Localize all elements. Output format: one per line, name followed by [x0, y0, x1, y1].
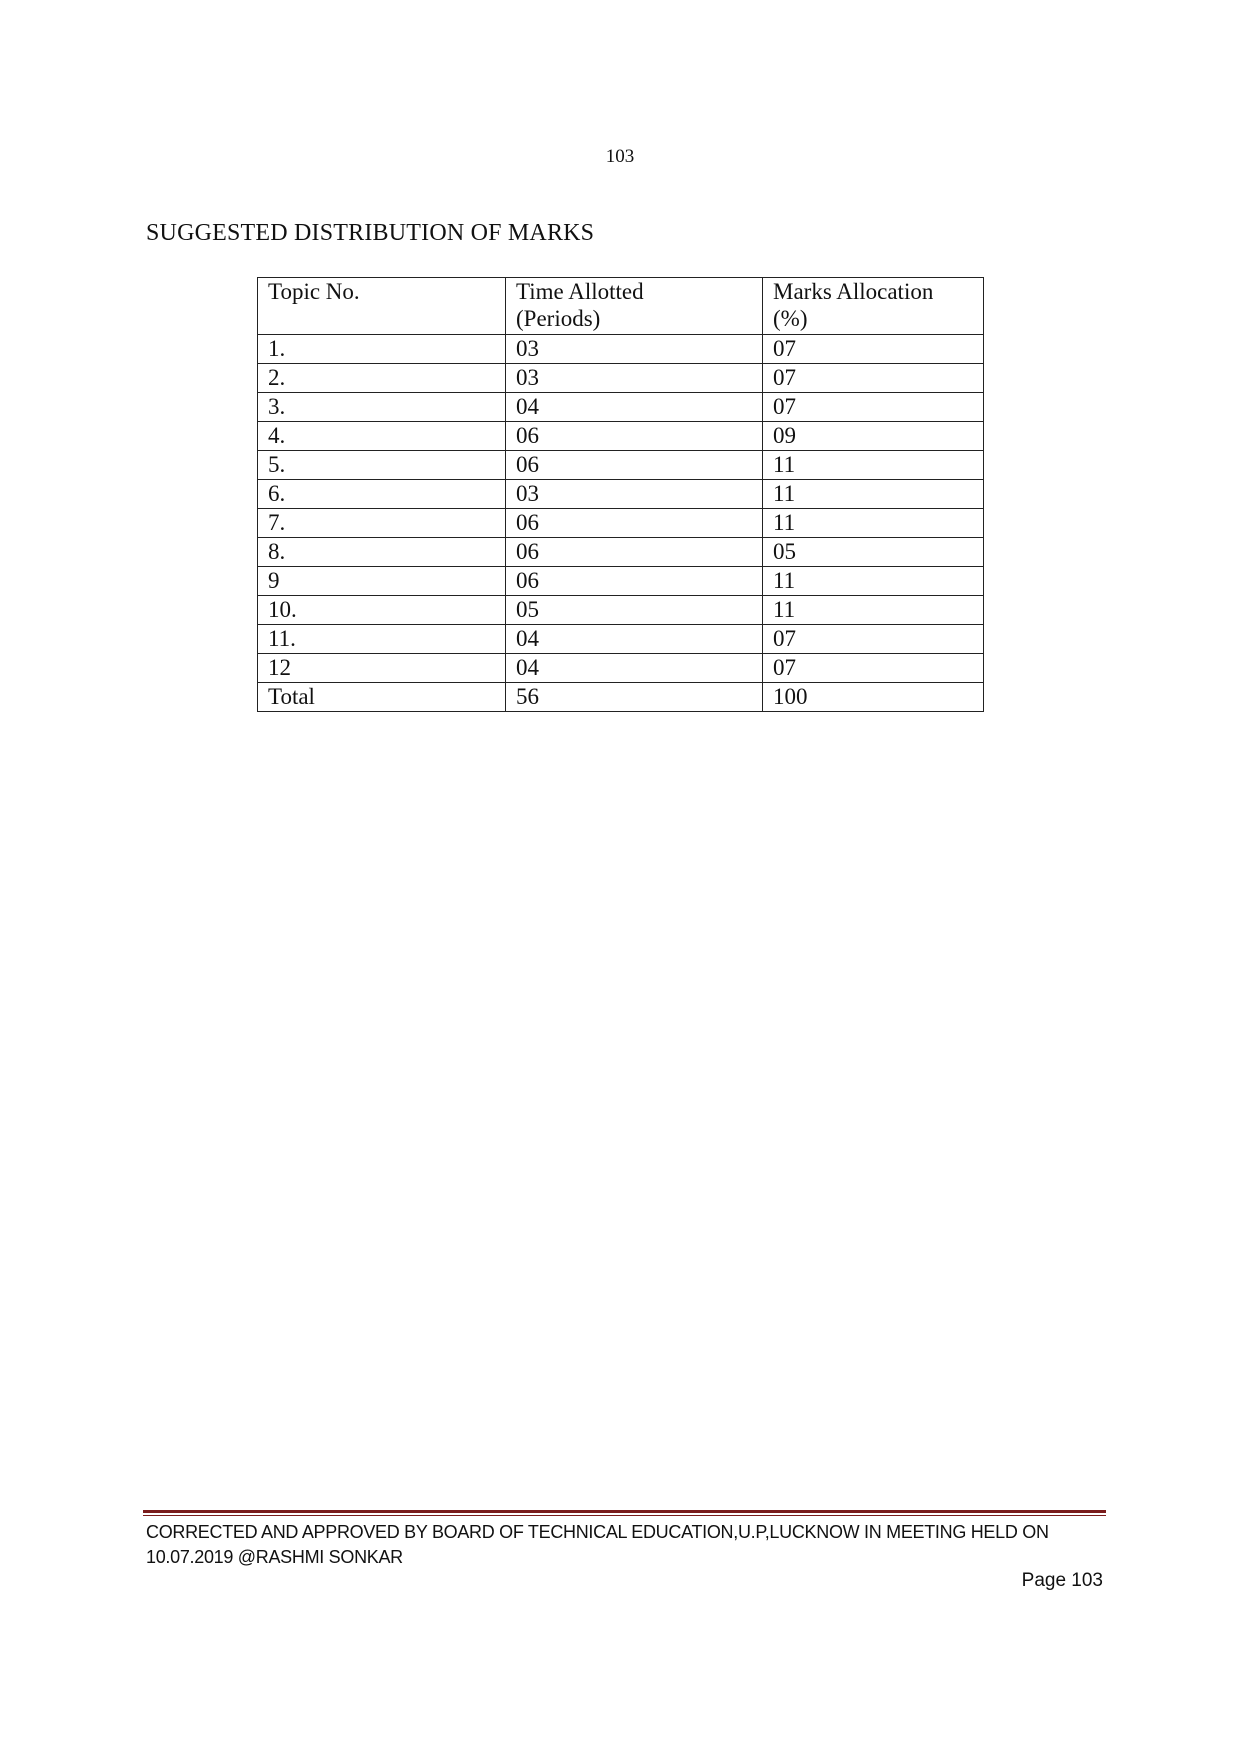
cell-marks-allocation: 11: [763, 567, 984, 596]
cell-marks-allocation: 07: [763, 335, 984, 364]
cell-marks-allocation: 07: [763, 625, 984, 654]
header-time-label-line1: Time Allotted: [516, 279, 644, 304]
table-row: [258, 364, 984, 393]
cell-time-allotted: 56: [506, 683, 763, 712]
cell-marks-allocation: 11: [763, 451, 984, 480]
table-body: [258, 335, 984, 712]
cell-time-allotted: 03: [506, 335, 763, 364]
table-row: [258, 567, 984, 596]
table-header-row: [258, 278, 984, 335]
cell-topic-no: 10.: [258, 596, 506, 625]
table-row: [258, 596, 984, 625]
table-row: [258, 654, 984, 683]
cell-topic-no: 12: [258, 654, 506, 683]
table-row: [258, 509, 984, 538]
cell-marks-allocation: 05: [763, 538, 984, 567]
table-row: [258, 538, 984, 567]
cell-marks-allocation: 100: [763, 683, 984, 712]
table-row: [258, 393, 984, 422]
footer-line-2: 10.07.2019 @RASHMI SONKAR: [146, 1547, 403, 1567]
table-row: [258, 451, 984, 480]
header-marks-label-line2: (%): [773, 306, 808, 331]
cell-topic-no: 7.: [258, 509, 506, 538]
cell-time-allotted: 04: [506, 393, 763, 422]
cell-marks-allocation: 09: [763, 422, 984, 451]
footer-rule: [143, 1510, 1106, 1516]
cell-time-allotted: 06: [506, 451, 763, 480]
cell-time-allotted: 06: [506, 567, 763, 596]
footer-approval-note: [146, 1520, 1106, 1570]
footer-page-label: Page 103: [1021, 1570, 1103, 1591]
header-marks-allocation: [763, 278, 984, 335]
header-time-label-line2: (Periods): [516, 306, 601, 331]
cell-time-allotted: 06: [506, 538, 763, 567]
cell-time-allotted: 03: [506, 364, 763, 393]
header-topic-label: Topic No.: [268, 279, 360, 304]
marks-distribution-table: [257, 277, 984, 712]
table-row: [258, 625, 984, 654]
cell-time-allotted: 04: [506, 625, 763, 654]
page-number-top: 103: [605, 146, 635, 167]
table-row: [258, 480, 984, 509]
table-row: [258, 335, 984, 364]
cell-topic-no: 3.: [258, 393, 506, 422]
cell-topic-no: 1.: [258, 335, 506, 364]
table-row: [258, 422, 984, 451]
cell-marks-allocation: 11: [763, 480, 984, 509]
header-topic-no: [258, 278, 506, 335]
cell-time-allotted: 04: [506, 654, 763, 683]
cell-marks-allocation: 11: [763, 596, 984, 625]
cell-marks-allocation: 07: [763, 654, 984, 683]
cell-marks-allocation: 11: [763, 509, 984, 538]
cell-topic-no: 4.: [258, 422, 506, 451]
table-row: [258, 683, 984, 712]
cell-time-allotted: 06: [506, 509, 763, 538]
cell-time-allotted: 03: [506, 480, 763, 509]
cell-topic-no: 6.: [258, 480, 506, 509]
cell-marks-allocation: 07: [763, 393, 984, 422]
cell-topic-no: 2.: [258, 364, 506, 393]
section-title: SUGGESTED DISTRIBUTION OF MARKS: [146, 220, 595, 246]
cell-topic-no: 11.: [258, 625, 506, 654]
footer-line-1: CORRECTED AND APPROVED BY BOARD OF TECHNICAL EDUCATION,U.P,LUCKNOW IN MEETING HELD ON: [146, 1522, 1049, 1542]
cell-marks-allocation: 07: [763, 364, 984, 393]
header-marks-label-line1: Marks Allocation: [773, 279, 934, 304]
footer-rule-thin: [143, 1515, 1106, 1516]
cell-topic-no: 8.: [258, 538, 506, 567]
cell-topic-no: Total: [258, 683, 506, 712]
cell-topic-no: 5.: [258, 451, 506, 480]
header-time-allotted: [506, 278, 763, 335]
cell-time-allotted: 06: [506, 422, 763, 451]
cell-time-allotted: 05: [506, 596, 763, 625]
cell-topic-no: 9: [258, 567, 506, 596]
